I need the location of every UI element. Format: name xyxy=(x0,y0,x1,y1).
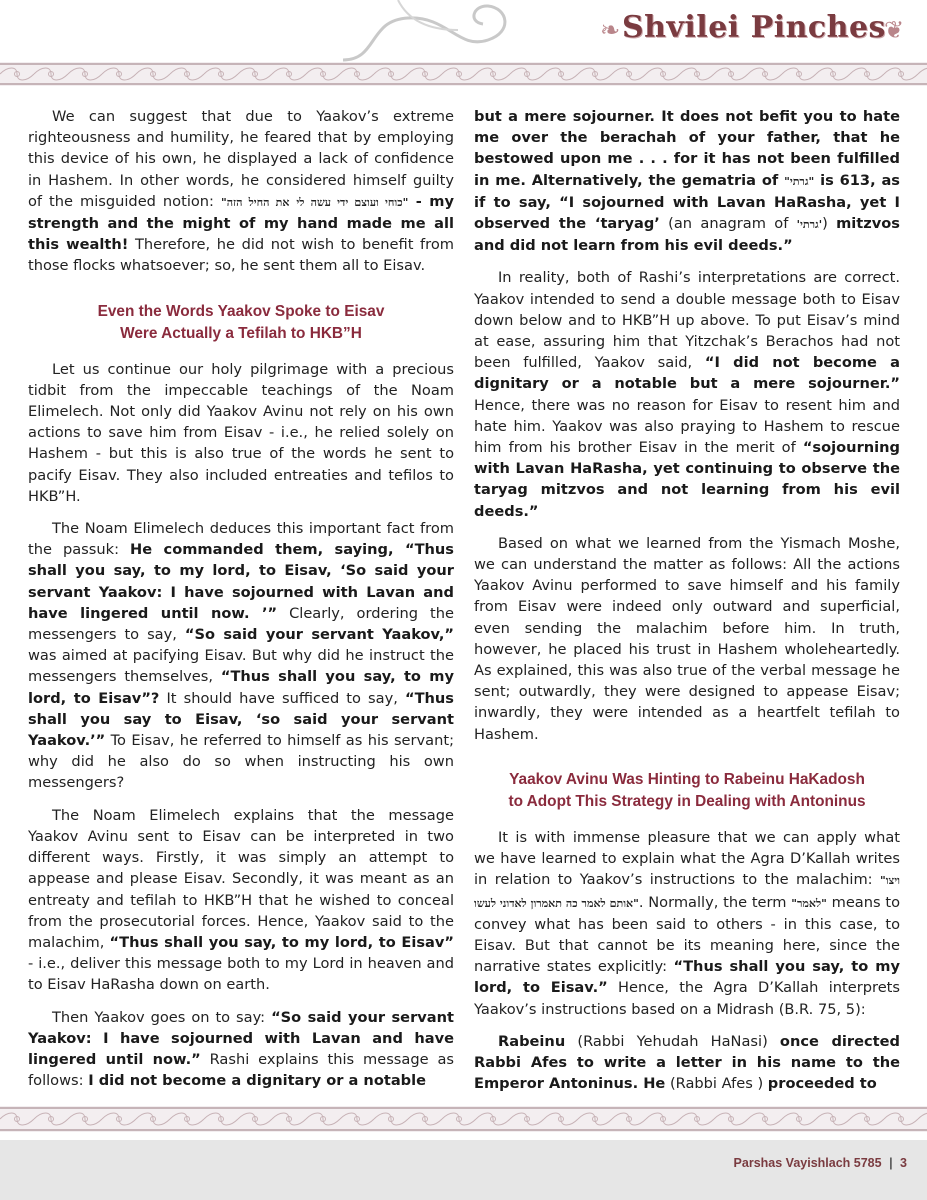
paragraph: Let us continue our holy pilgrimage with a precious tidbit from the impeccable teachings of the Noam Elimelech. Not only did Yaakov Avinu not rely on his own actions to save him from Eisav - i.e., he relied solely on Hashem - but this is also true of the words he sent to pacify Eisav. They also included entreaties and tefilos to HKB”H. xyxy=(28,360,454,505)
paragraph: Rabeinu (Rabbi Yehudah HaNasi) once directed Rabbi Afes to write a letter in his name to the Emperor Antoninus. He (Rabbi Afes ) proceeded to xyxy=(474,1032,900,1093)
publication-logo xyxy=(600,10,910,54)
footer-separator: | xyxy=(889,1156,893,1170)
flourish-left-icon: ❧ xyxy=(600,16,621,44)
paragraph: Based on what we learned from the Yismach Moshe, we can understand the matter as follows: All the actions Yaakov Avinu performed to save himself and his family from Eisav were indeed only outward and superficial, even sending the malachim before him. In truth, however, he placed his trust in Hashem wholeheartedly. As explained, this was also true of the verbal message he sent; outwardly, they were designed to appease Eisav; inwardly, they were intended as a heartfelt tefilah to Hashem. xyxy=(474,534,900,743)
section-heading: Even the Words Yaakov Spoke to Eisav Were Actually a Tefilah to HKB”H xyxy=(97,302,385,342)
left-column xyxy=(28,106,454,1102)
page-footer xyxy=(0,1140,927,1200)
paragraph: We can suggest that due to Yaakov’s extreme righteousness and humility, he feared that by employing this device of his own, he displayed a lack of confidence in Hashem. In other words, he considered himself guilty of the misguided notion: "כוחי ועוצם ידי עשה לי את החיל הזה" - my strength and the might of my hand made me all this wealth! Therefore, he did not wish to benefit from those flocks whatsoever; so, he sent them all to Eisav. xyxy=(28,108,455,275)
page-number: 3 xyxy=(900,1156,907,1170)
right-column xyxy=(474,106,900,1105)
paragraph: In reality, both of Rashi’s interpretations are correct. Yaakov intended to send a double message both to Eisav down below and to HKB”H up above. To put Eisav’s mind at ease, assuring him that Yitzchak’s Berachos had not been fulfilled, Yaakov said, “I did not become a dignitary or a notable but a mere sojourner.” Hence, there was no reason for Eisav to resent him and hate him. Yaakov was also praying to Hashem to rescue him from his brother Eisav in the merit of “sojourning with Lavan HaRasha, yet continuing to observe the taryag mitzvos and not learning from his evil deeds.” xyxy=(474,269,900,520)
paragraph: but a mere sojourner. It does not befit you to hate me over the berachah of your father, that he bestowed upon me . . . for it has not been fulfilled in me. Alternatively, the gematria of "גרתי" is 613, as if to say, “I sojourned with Lavan HaRasha, yet I observed the ‘taryag’ (an anagram of 'גרתי') mitzvos and did not learn from his evil deeds.” xyxy=(474,108,900,255)
paragraph: The Noam Elimelech deduces this important fact from the passuk: He commanded them, saying, “Thus shall you say, to my lord, to Eisav, ‘So said your servant Yaakov: I have sojourned with Lavan and have lingered until now. ’” Clearly, ordering the messengers to say, “So said your servant Yaakov,” was aimed at pacifying Eisav. But why did he instruct the messengers themselves, “Thus shall you say, to my lord, to Eisav”? It should have sufficed to say, “Thus shall you say to Eisav, ‘so said your servant Yaakov.’” To Eisav, he referred to himself as his servant; why did he also do so when instructing his own messengers? xyxy=(28,520,454,792)
publication-title: Shvilei Pinches xyxy=(622,10,886,45)
page-header xyxy=(0,0,927,90)
header-ornamental-border xyxy=(0,62,927,86)
section-heading: Yaakov Avinu Was Hinting to Rabeinu HaKadosh to Adopt This Strategy in Dealing with Antoninus xyxy=(508,770,866,810)
parsha-name: Parshas Vayishlach 5785 xyxy=(733,1156,882,1170)
paragraph: It is with immense pleasure that we can apply what we have learned to explain what the Agra D’Kallah writes in relation to Yaakov’s instructions to the malachim: "ויצו אותם לאמר כה תאמרון לאדוני לעשו". Normally, the term "לאמר" means to convey what has been said to others - in this case, to Eisav. But that cannot be its meaning here, since the narrative states explicitly: “Thus shall you say, to my lord, to Eisav.” Hence, the Agra D’Kallah interprets Yaakov’s instructions based on a Midrash (B.R. 75, 5): xyxy=(474,828,901,1018)
footer-label xyxy=(734,1156,907,1170)
flourish-right-icon: ❦ xyxy=(884,16,905,44)
header-swirl-ornament xyxy=(338,0,548,62)
footer-ornamental-border xyxy=(0,1106,927,1132)
paragraph: Then Yaakov goes on to say: “So said your servant Yaakov: I have sojourned with Lavan and have lingered until now.” Rashi explains this message as follows: I did not become a dignitary or a notable xyxy=(28,1008,454,1090)
paragraph: The Noam Elimelech explains that the message Yaakov Avinu sent to Eisav can be interpreted in two different ways. Firstly, it was simply an attempt to appease and please Eisav. Secondly, it was meant as an entreaty and tefilah to HKB”H that he wished to conceal from the prosecutorial forces. Hence, Yaakov said to the malachim, “Thus shall you say, to my lord, to Eisav” - i.e., deliver this message both to my Lord in heaven and to Eisav HaRasha down on earth. xyxy=(28,806,454,994)
